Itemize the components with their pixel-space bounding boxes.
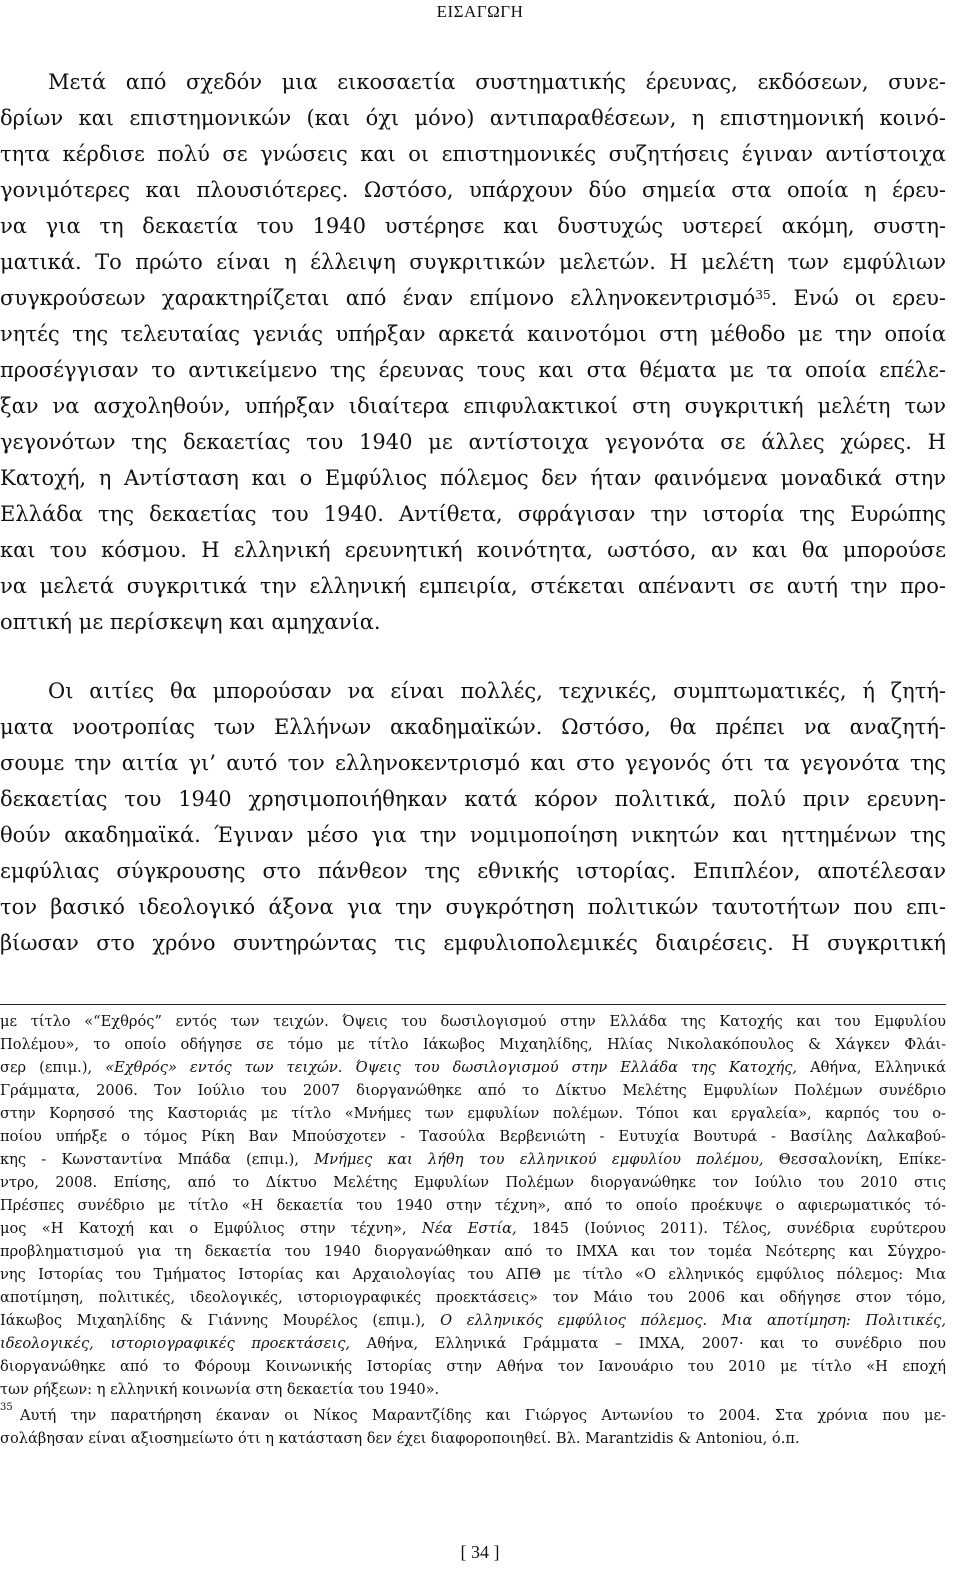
footnote-line: αποτίμηση, πολιτικές, ιδεολογικές, ιστοριογραφικές προεκτάσεις» τον Μάιο του 2006 και οδήγησε στον τόμο, xyxy=(0,1289,946,1306)
footnote-reference[interactable]: 35 xyxy=(755,288,771,302)
footnote-line: διοργανώθηκε από το Φόρουμ Κοινωνικής Ιστορίας στην Αθήνα τον Ιανουάριο του 2010 με τίτλο «Η εποχή xyxy=(0,1358,946,1375)
footnote-text: κης - Κωνσταντίνα Μπάδα (επιμ.), xyxy=(0,1151,315,1168)
footnote-journal-title: Νέα Εστία, xyxy=(421,1220,517,1237)
text-line: και του κόσμου. Η ελληνική ερευνητική κοινότητα, ωστόσο, αν και θα μπορούσε xyxy=(0,538,946,562)
footnote-line: ντρο, 2008. Επίσης, από το Δίκτυο Μελέτης Εμφυλίων Πολέμων διοργανώθηκε τον Ιούλιο του 2010 στις xyxy=(0,1174,946,1191)
footnote-text: Θεσσαλονίκη, Επίκε- xyxy=(763,1151,947,1168)
footnote-line-last: των ρήξεων: η ελληνική κοινωνία στη δεκαετία του 1940». xyxy=(0,1381,440,1398)
text-line: ξαν να ασχοληθούν, υπήρξαν ιδιαίτερα επιφυλακτικοί στη συγκριτική μελέτη των xyxy=(0,394,946,418)
footnote-line: Αυτή την παρατήρηση έκαναν οι Νίκος Μαραντζίδης και Γιώργος Αντωνίου το 2004. Στα χρόνια που με- xyxy=(20,1407,946,1424)
footnote-text: Ιάκωβος Μιχαηλίδης & Γιάννης Μουρέλος (επιμ.), xyxy=(0,1312,441,1329)
footnote-line: προβληματισμού για τη δεκαετία του 1940 διοργανώθηκαν από το ΙΜΧΑ και τον τομέα Νεότερης και Σύγχρο- xyxy=(0,1243,946,1260)
text-line: γονιμότερες και πλουσιότερες. Ωστόσο, υπάρχουν δύο σημεία στα οποία η έρευ- xyxy=(0,178,946,202)
text-line: Μετά από σχεδόν μια εικοσαετία συστηματικής έρευνας, εκδόσεων, συνε- xyxy=(48,70,946,94)
footnote-line: με τίτλο «“Εχθρός” εντός των τειχών. Όψεις του δωσιλογισμού στην Ελλάδα της Κατοχής και του Εμφυλίου xyxy=(0,1013,946,1030)
footnote-line xyxy=(0,1149,946,1171)
footnote-book-title: Μνήμες και λήθη του ελληνικού εμφυλίου πολέμου, xyxy=(314,1151,764,1168)
footnote-book-title: «Εχθρός» εντός των τειχών. Όψεις του δωσιλογισμού στην Ελλάδα της Κατοχής, xyxy=(105,1059,798,1076)
footnote-line: νης Ιστορίας του Τμήματος Ιστορίας και Αρχαιολογίας του ΑΠΘ με τίτλο «Ο ελληνικός εμφύλιος πόλεμος: Μια xyxy=(0,1266,946,1283)
footnote-separator xyxy=(0,1004,946,1005)
text-line: Ελλάδα της δεκαετίας του 1940. Αντίθετα, σφράγισαν την ιστορία της Ευρώπης xyxy=(0,502,946,526)
text-line: τητα κέρδισε πολύ σε γνώσεις και οι επιστημονικές συζητήσεις έγιναν αντίστοιχα xyxy=(0,142,946,166)
footnote-line xyxy=(0,1310,946,1332)
footnote-line: στην Κορησσό της Καστοριάς με τίτλο «Μνήμες των εμφυλίων πολέμων. Τόποι και εργαλεία», καρπός του ο- xyxy=(0,1105,946,1122)
footnote-line xyxy=(0,1057,946,1079)
footnote-book-title: ιδεολογικές, ιστοριογραφικές προεκτάσεις, xyxy=(0,1335,351,1352)
text-line: δεκαετίας του 1940 χρησιμοποιήθηκαν κατά κόρον πολιτικά, πολύ πριν ερευνη- xyxy=(0,787,946,811)
text-line: τον βασικό ιδεολογικό άξονα για την συγκρότηση πολιτικών ταυτοτήτων που επι- xyxy=(0,895,946,919)
page-number: [ 34 ] xyxy=(460,1542,500,1562)
text-line: ματα νοοτροπίας των Ελλήνων ακαδημαϊκών. Ωστόσο, θα πρέπει να αναζητή- xyxy=(0,715,946,739)
text-line: να για τη δεκαετία του 1940 υστέρησε και δυστυχώς υστερεί ακόμη, συστη- xyxy=(0,214,946,238)
text-line: δρίων και επιστημονικών (και όχι μόνο) αντιπαραθέσεων, η επιστημονική κοινό- xyxy=(0,106,946,130)
text-line: να μελετά συγκριτικά την ελληνική εμπειρία, στέκεται απέναντι σε αυτή την προ- xyxy=(0,574,946,598)
text-line: ματικά. Το πρώτο είναι η έλλειψη συγκριτικών μελετών. Η μελέτη των εμφύλιων xyxy=(0,250,946,274)
footnote-line: ποίου υπήρξε ο τόμος Ρίκη Βαν Μπούσχοτεν - Τασούλα Βερβενιώτη - Ευτυχία Βουτυρά - Βασίλης Δαλκαβού- xyxy=(0,1128,946,1145)
footnote-text: 1845 (Ιούνιος 2011). Τέλος, συνέδρια ευρύτερου xyxy=(516,1220,947,1237)
text-segment: συγκρούσεων χαρακτηρίζεται από έναν επίμονο ελληνοκεντρισμό xyxy=(0,286,756,310)
text-line: γεγονότων της δεκαετίας του 1940 με αντίστοιχα γεγονότα σε άλλες χώρες. Η xyxy=(0,430,946,454)
text-line-with-footnote-ref xyxy=(0,280,946,316)
text-line-last: οπτική με περίσκεψη και αμηχανία. xyxy=(0,610,381,634)
text-line: προσέγγισαν το αντικείμενο της έρευνας τους και στα θέματα με τα οποία επέλε- xyxy=(0,358,946,382)
footnote-line: Πολέμου», το οποίο οδήγησε σε τόμο με τίτλο Ιάκωβος Μιχαηλίδης, Ηλίας Νικολακόπουλος & Χάγκεν Φλάι- xyxy=(0,1036,946,1053)
footnote-line-last: σολάβησαν είναι αξιοσημείωτο ότι η κατάσταση δεν έχει διαφοροποιηθεί. Βλ. Marantzidis & Antoniou, ό.π. xyxy=(0,1430,800,1447)
text-line: βίωσαν στο χρόνο συντηρώντας τις εμφυλιοπολεμικές διαιρέσεις. Η συγκριτική xyxy=(0,931,946,955)
footnote-book-title: Ο ελληνικός εμφύλιος πόλεμος. Μια αποτίμηση: Πολιτικές, xyxy=(440,1312,946,1329)
footnote-text: Αθήνα, Ελληνικά xyxy=(797,1059,946,1076)
footnote-line xyxy=(0,1218,946,1240)
footnote-text: μος «Η Κατοχή και ο Εμφύλιος στην τέχνη», xyxy=(0,1220,422,1237)
text-line: εμφύλιας σύγκρουσης στο πάνθεον της εθνικής ιστορίας. Επιπλέον, αποτέλεσαν xyxy=(0,859,946,883)
footnote-line: Πρέσπες συνέδριο με τίτλο «Η δεκαετία του 1940 στην τέχνη», από το οποίο προέκυψε ο αφιερωματικός τό- xyxy=(0,1197,946,1214)
footnote-line xyxy=(0,1333,946,1355)
text-line: νητές της τελευταίας γενιάς υπήρξαν αρκετά καινοτόμοι στη μέθοδο με την οποία xyxy=(0,322,946,346)
footnote-text: σερ (επιμ.), xyxy=(0,1059,106,1076)
footnote-line: Γράμματα, 2006. Τον Ιούλιο του 2007 διοργανώθηκε από το Δίκτυο Μελέτης Εμφυλίων Πολέμων συνέδριο xyxy=(0,1082,946,1099)
running-header: ΕΙΣΑΓΩΓΗ xyxy=(436,2,524,21)
text-line: Κατοχή, η Αντίσταση και ο Εμφύλιος πόλεμος δεν ήταν φαινόμενα μοναδικά στην xyxy=(0,466,946,490)
footnote-number: 35 xyxy=(0,1402,13,1413)
footnote-text: Αθήνα, Ελληνικά Γράμματα – ΙΜΧΑ, 2007· και το συνέδριο που xyxy=(350,1335,946,1352)
text-line: σουμε την αιτία γι’ αυτό τον ελληνοκεντρισμό και στο γεγονός ότι τα γεγονότα της xyxy=(0,751,946,775)
text-line: Οι αιτίες θα μπορούσαν να είναι πολλές, τεχνικές, συμπτωματικές, ή ζητή- xyxy=(48,679,946,703)
text-segment: . Ενώ οι ερευ- xyxy=(770,286,947,310)
text-line: θούν ακαδημαϊκά. Έγιναν μέσο για την νομιμοποίηση νικητών και ηττημένων της xyxy=(0,823,946,847)
